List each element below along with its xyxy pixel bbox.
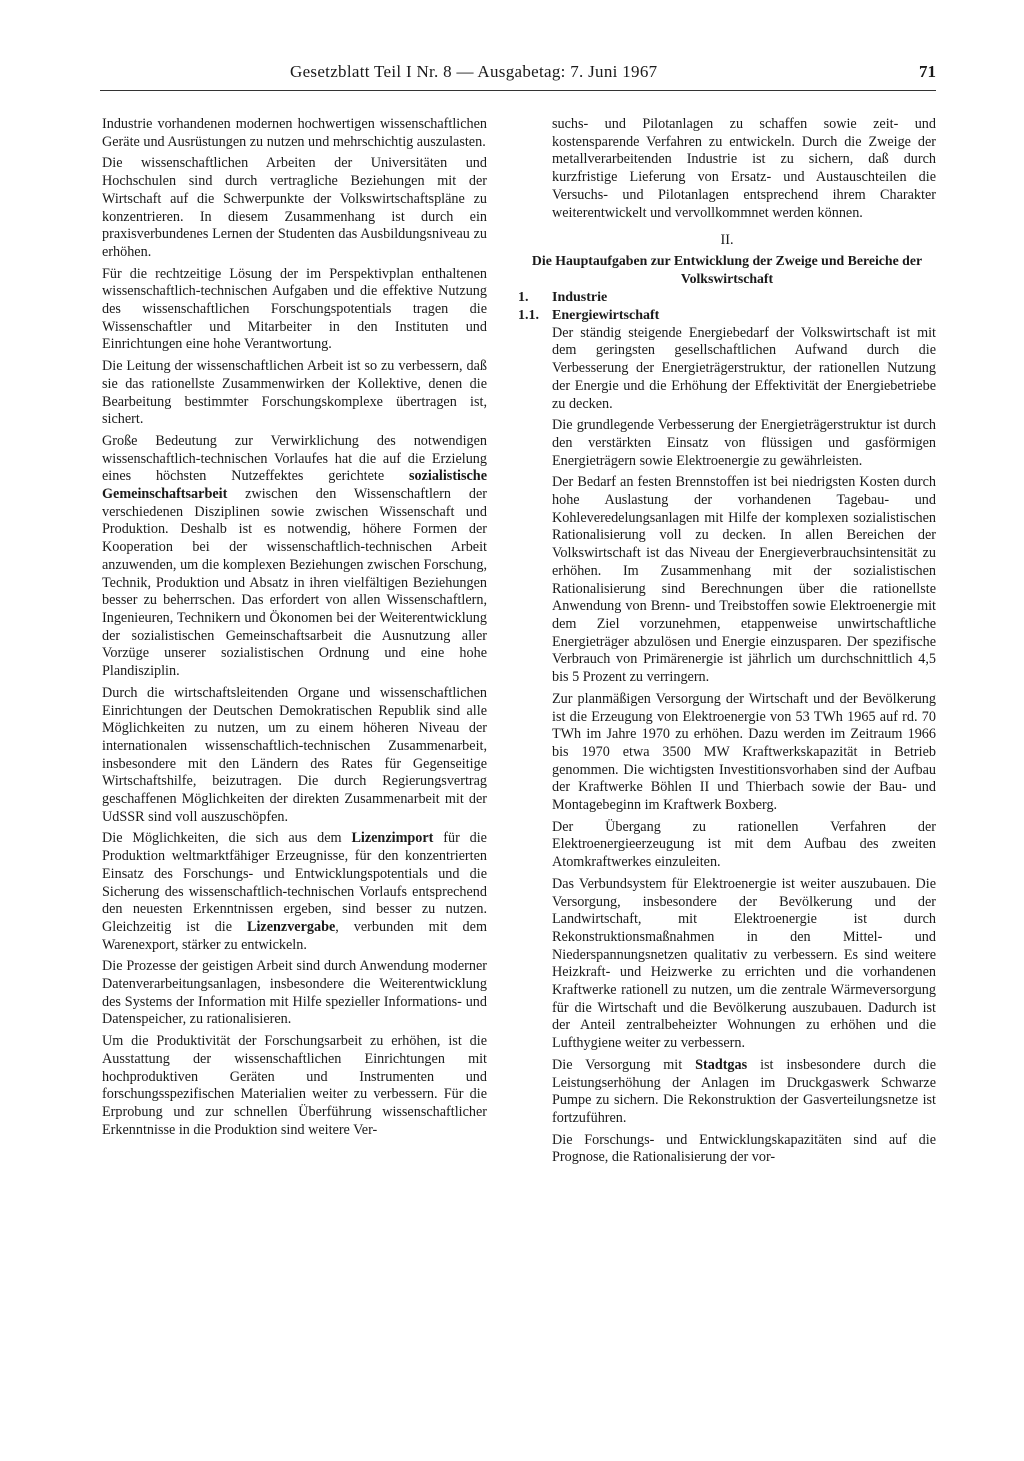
heading-label: Industrie <box>552 290 608 306</box>
bold-term: Lizenzimport <box>351 830 434 847</box>
header-title: Gesetzblatt Teil I Nr. 8 — Ausgabetag: 7. Juni 1967 <box>290 62 658 81</box>
paragraph: Die Prozesse der geistigen Arbeit sind durch Anwendung moderner Datenverarbeitungsanlagen, insbesondere die Weiterentwicklung des Systems der Information mit Hilfe spezieller Informations- und Datenspeicher, zu rationalisieren. <box>102 958 487 1028</box>
right-column <box>518 116 936 1171</box>
bold-term: Lizenzvergabe <box>247 918 336 935</box>
header-rule <box>100 90 936 91</box>
left-column <box>102 116 487 1143</box>
section-number: II. <box>720 232 734 249</box>
paragraph: Der Übergang zu rationellen Verfahren der Elektroenergieerzeugung ist mit dem Aufbau des zweiten Atomkraftwerkes einzuleiten. <box>552 818 936 871</box>
paragraph: Der ständig steigende Energiebedarf der Volkswirtschaft ist mit dem geringsten gesellschaftlichen Aufwand durch die Verbesserung der Energieträgerstruktur, der rationellen Nutzung der Energie und die Erhöhung der Effektivität der Energiebetriebe zu decken. <box>552 324 936 412</box>
paragraph: Die grundlegende Verbesserung der Energieträgerstruktur ist durch den verstärkten Einsatz von flüssigen und gasförmigen Energieträgern sowie Elektroenergie zu gewährleisten. <box>552 417 936 469</box>
page-header <box>100 62 936 86</box>
heading-number: 1. <box>518 290 529 306</box>
paragraph: Für die rechtzeitige Lösung der im Perspektivplan enthaltenen wissenschaftlich-technischen Aufgaben und die effektive Nutzung des wissenschaftlichen Forschungspotentials tragen die Wissenschaftler und Mitarbeiter in den Instituten und Einrichtungen eine hohe Verantwortung. <box>102 265 487 353</box>
paragraph-text: für die Produktion weltmarktfähiger Erzeugnisse, für den konzentrierten Einsatz des Forschungs- und Entwicklungspotentials und die Sicherung des wissenschaftlich-technischen Vorlaufs entsprechend den neuesten Erkenntnissen ergeben, sind besser zu nutzen. Gleichzeitig ist die <box>102 830 487 935</box>
paragraph: Zur planmäßigen Versorgung der Wirtschaft und der Bevölkerung ist die Erzeugung von Elektroenergie von 53 TWh 1965 auf rd. 70 TWh im Jahre 1970 zu erhöhen. Dazu werden im Zeitraum 1966 bis 1970 etwa 3500 MW Kraftwerkskapazität in Betrieb genommen. Die wichtigsten Investitionsvorhaben sind der Aufbau der Kraftwerke Böhlen II und Thierbach sowie der Bau- und Montagebeginn im Kraftwerk Boxberg. <box>552 690 936 814</box>
paragraph-text: zwischen den Wissenschaftlern der verschiedenen Disziplinen sowie zwischen Wissenschaft und Produktion. Deshalb ist es notwendig, höhere Formen der Kooperation bei der wissenschaftlich-technischen Arbeit anzuwenden, um die komplexen Beziehungen zwischen Forschung, Technik, Produktion und Absatz in ihren vielfältigen Beziehungen besser zu beherrschen. Das erfordert von allen Wissenschaftlern, Ingenieuren, Technikern und Ökonomen bei der Weiterentwicklung der sozialistischen Gemeinschaftsarbeit die Ausnutzung aller Vorzüge unserer sozialistischen Ordnung und eine hohe Plandisziplin. <box>102 486 487 680</box>
bold-term: sozialistische Gemeinschaftsarbeit <box>102 468 487 503</box>
paragraph: suchs- und Pilotanlagen zu schaffen sowie zeit- und kostensparende Verfahren zu entwickeln. Durch die Zweige der metallverarbeitenden Industrie ist zu sichern, daß durch kurzfristige Lieferung von Ersatz- und Austauschteilen die Versuchs- und Pilotanlagen entsprechend ihrem Charakter weiterentwickelt und vervollkommnet werden können. <box>552 116 936 221</box>
heading-energiewirtschaft <box>518 307 936 325</box>
paragraph: Industrie vorhandenen modernen hochwertigen wissenschaftlichen Geräte und Ausrüstungen zu nutzen und mehrschichtig auszulasten. <box>102 116 487 150</box>
paragraph: Durch die wirtschaftsleitenden Organe und wissenschaftlichen Einrichtungen der Deutschen Demokratischen Republik sind alle Möglichkeiten zu nutzen, um zu einem höheren Niveau der internationalen wissenschaftlich-technischen Zusammenarbeit, insbesondere mit den Ländern des Rates für Gegenseitige Wirtschaftshilfe, beizutragen. Die durch Regierungsvertrag geschaffenen Möglichkeiten der direkten Zusammenarbeit mit der UdSSR sind voll auszuschöpfen. <box>102 684 487 825</box>
paragraph-text: Die Versorgung mit <box>552 1056 696 1073</box>
paragraph: Der Bedarf an festen Brennstoffen ist bei niedrigsten Kosten durch hohe Auslastung der vorhandenen Tagebau- und Kohleveredelungsanlagen mit Hilfe der komplexen sozialistischen Rationalisierung voll zu decken. In allen Bereichen der Volkswirtschaft ist das Niveau der Energieverbrauchsintensität zu erhöhen. Im Zusammenhang mit der sozialistischen Rationalisierung sind Berechnungen über die rationellste Anwendung von Brenn- und Treibstoffen sowie Elektroenergie mit dem Ziel vorzunehmen, etappenweise unwirtschaftliche Energieträger abzulösen und Energie einzusparen. Der spezifische Verbrauch von Primärenergie ist jährlich um durchschnittlich 4,5 bis 5 Prozent zu verringern. <box>552 474 936 686</box>
page-number: 71 <box>919 62 936 81</box>
heading-number: 1.1. <box>518 308 539 324</box>
paragraph <box>102 830 487 954</box>
paragraph-text: , verbunden mit dem Warenexport, stärker zu entwickeln. <box>102 918 487 953</box>
section-title: Die Hauptaufgaben zur Entwicklung der Zweige und Bereiche der Volkswirtschaft <box>531 252 923 286</box>
bold-term: Stadtgas <box>695 1056 748 1073</box>
paragraph: Die wissenschaftlichen Arbeiten der Universitäten und Hochschulen sind durch vertragliche Beziehungen mit der Wirtschaft auf die Schwerpunkte der Volkswirtschaftspläne zu konzentrieren. In diesem Zusammenhang ist durch ein praxisverbundenes Lernen der Studenten das Ausbildungsniveau zu erhöhen. <box>102 155 487 260</box>
paragraph: Das Verbundsystem für Elektroenergie ist weiter auszubauen. Die Versorgung, insbesondere der Bevölkerung und der Landwirtschaft, mit Elektroenergie ist durch Rekonstruktionsmaßnahmen in den Mittel- und Niederspannungsnetzen qualitativ zu verbessern. Es sind weitere Heizkraft- und Heizwerke zu errichten und die vorhandenen Kraftwerke rationell zu nutzen, um die zentrale Wärmeversorgung für die Wirtschaft und die Bevölkerung auszubauen. Dadurch ist der Anteil zentralbeheizter Wohnungen zu erhöhen und die Lufthygiene weiter zu verbessern. <box>552 875 936 1052</box>
heading-industrie <box>518 289 936 307</box>
paragraph-text: Die Möglichkeiten, die sich aus dem <box>102 830 352 847</box>
paragraph-text: Große Bedeutung zur Verwirklichung des notwendigen wissenschaftlich-technischen Vorlaufes hat die auf die Erzielung eines höchsten Nutzeffektes gerichtete <box>102 432 487 485</box>
paragraph: Um die Produktivität der Forschungsarbeit zu erhöhen, ist die Ausstattung der wissenschaftlichen Einrichtungen mit hochproduktiven Geräten und Instrumenten und forschungsspezifischen Materialien weiter zu verbessern. Für die Erprobung und zur schnellen Überführung wissenschaftlicher Erkenntnisse in die Produktion sind weitere Ver- <box>102 1033 487 1138</box>
paragraph <box>102 433 487 681</box>
paragraph <box>518 1057 936 1128</box>
paragraph: Die Forschungs- und Entwicklungskapazitäten sind auf die Prognose, die Rationalisierung der vor- <box>552 1131 936 1166</box>
heading-label: Energiewirtschaft <box>552 308 660 324</box>
paragraph-text: ist insbesondere durch die Leistungserhöhung der Anlagen im Druckgaswerk Schwarze Pumpe zu sichern. Die Rekonstruktion der Gasverteilungsnetze ist fortzuführen. <box>552 1056 936 1126</box>
paragraph: Die Leitung der wissenschaftlichen Arbeit ist so zu verbessern, daß sie das rationellste Zusammenwirken der Kollektive, denen die Bearbeitung bestimmter Forschungskomplexe übertragen ist, sichert. <box>102 358 487 428</box>
